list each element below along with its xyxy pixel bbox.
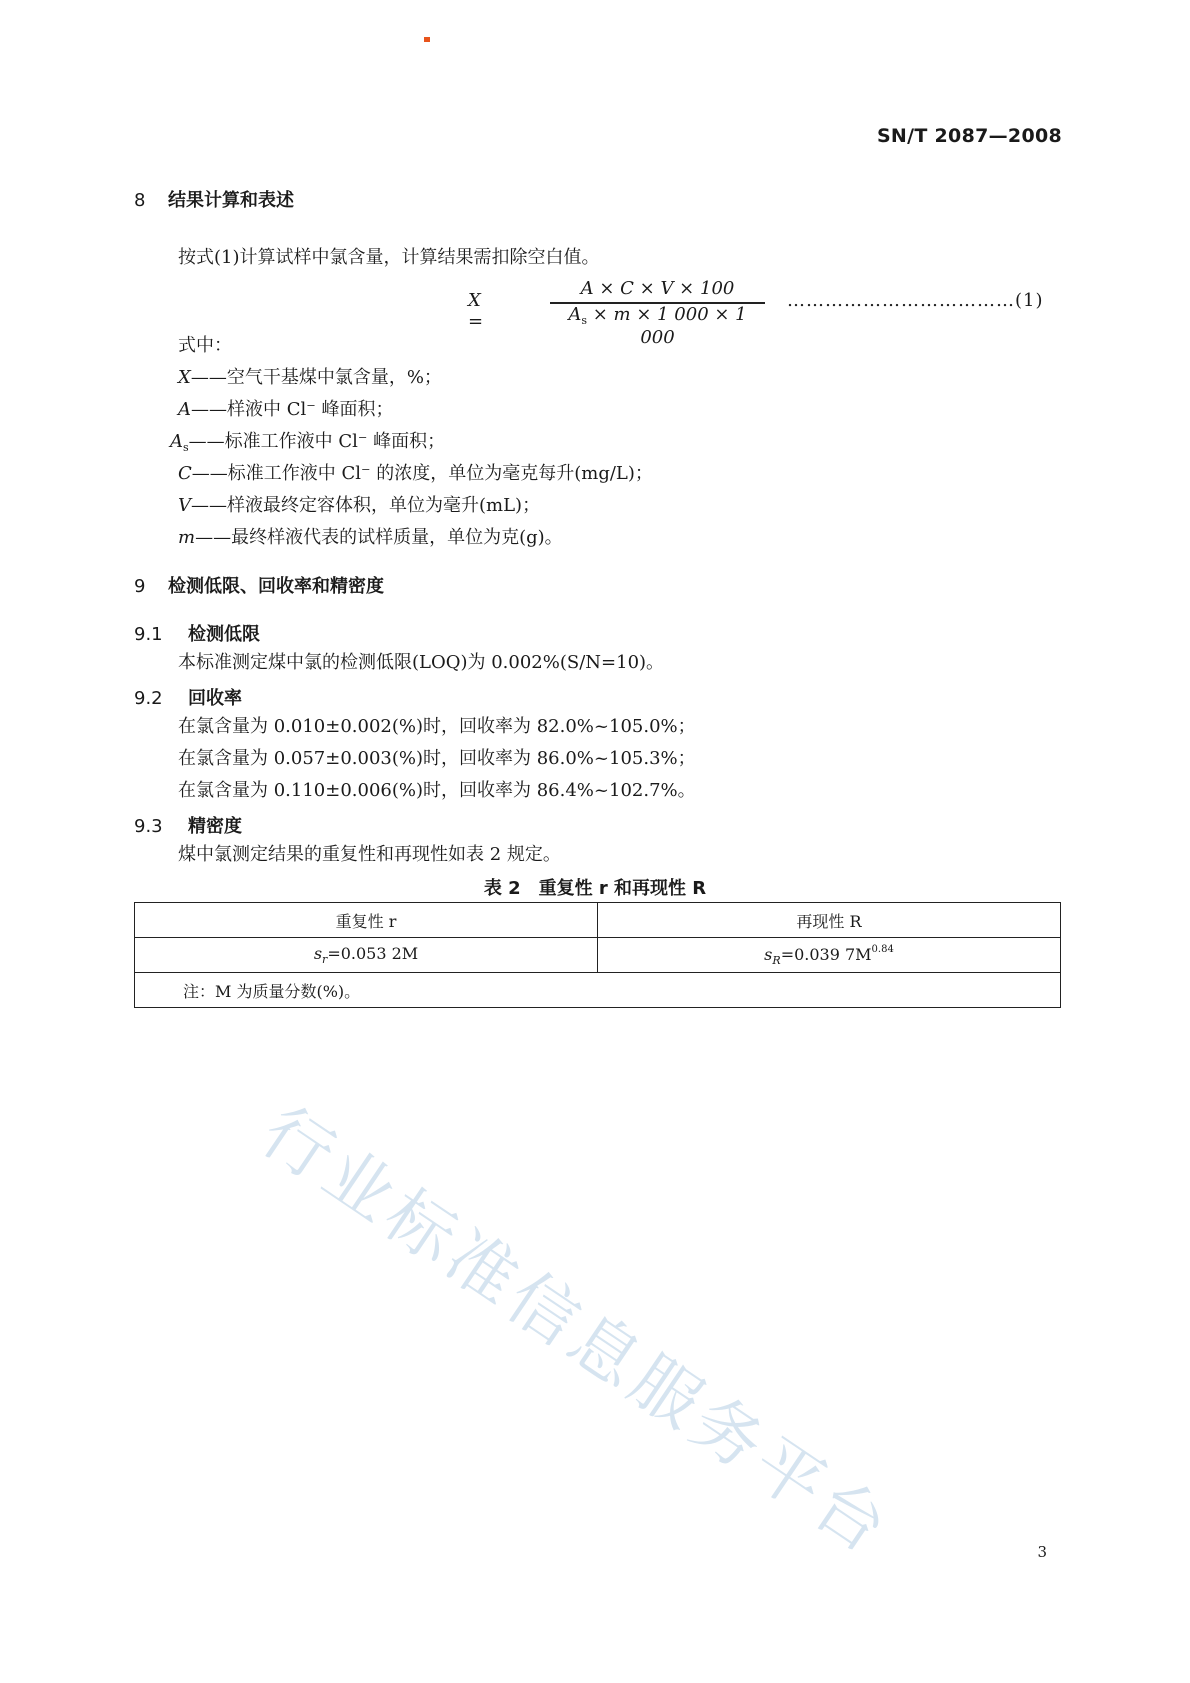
- section-9-heading: [134, 572, 384, 598]
- orange-mark: [424, 37, 430, 42]
- equation-number: ………………………………(1): [787, 290, 1044, 311]
- cell-reproducibility: [598, 938, 1061, 973]
- var-desc: ——标准工作液中 Cl⁻ 的浓度，单位为毫克每升(mg/L)；: [191, 463, 653, 484]
- var-symbol: A: [170, 431, 183, 452]
- section-title: 检测低限: [188, 624, 260, 645]
- var-symbol: X: [178, 367, 191, 388]
- formula-lhs: X =: [468, 290, 484, 332]
- sym-s: s: [764, 944, 773, 964]
- var-a: [178, 398, 393, 422]
- cell-repeatability: [135, 938, 598, 973]
- section-number: 9.1: [134, 624, 163, 645]
- expr: =0.053 2M: [327, 944, 419, 963]
- section-number: 9.3: [134, 816, 163, 837]
- section-number: 8: [134, 190, 146, 211]
- var-desc: ——标准工作液中 Cl⁻ 峰面积；: [188, 431, 446, 452]
- section-title: 回收率: [188, 688, 242, 709]
- var-symbol: A: [178, 399, 191, 420]
- section-9-3-heading: [134, 812, 242, 838]
- sym-s: s: [313, 944, 323, 963]
- section-8-intro: 按式(1)计算试样中氯含量，计算结果需扣除空白值。: [178, 247, 600, 268]
- var-as: [170, 430, 445, 460]
- header-reproducibility: 再现性 R: [598, 903, 1061, 938]
- expr: =0.039 7M: [780, 944, 872, 964]
- exponent: 0.84: [871, 943, 894, 955]
- section-9-2-heading: [134, 684, 242, 710]
- table-note: 注：M 为质量分数(%)。: [135, 973, 1061, 1008]
- standard-number: SN/T 2087—2008: [876, 125, 1062, 147]
- var-m: [178, 526, 563, 550]
- section-9-3-text: 煤中氯测定结果的重复性和再现性如表 2 规定。: [178, 844, 561, 865]
- page-number: 3: [1037, 1543, 1047, 1561]
- recovery-line-2: 在氯含量为 0.057±0.003(%)时，回收率为 86.0%~105.3%；: [178, 748, 696, 769]
- den-rest: × m × 1 000 × 1 000: [587, 304, 747, 348]
- formula-denominator: [550, 304, 765, 348]
- section-9-1-text: 本标准测定煤中氯的检测低限(LOQ)为 0.002%(S/N=10)。: [178, 652, 665, 673]
- section-number: 9.2: [134, 688, 163, 709]
- section-8-heading: [134, 186, 294, 212]
- var-symbol: V: [178, 495, 191, 516]
- recovery-line-3: 在氯含量为 0.110±0.006(%)时，回收率为 86.4%~102.7%。: [178, 780, 696, 801]
- var-symbol: m: [178, 527, 196, 548]
- var-sub: s: [183, 441, 189, 454]
- formula-numerator: A × C × V × 100: [580, 278, 735, 299]
- header-repeatability: 重复性 r: [135, 903, 598, 938]
- sym-sub: r: [322, 953, 328, 966]
- var-desc: ——空气干基煤中氯含量，%；: [190, 367, 442, 388]
- section-9-1-heading: [134, 620, 260, 646]
- watermark: 行业标准信息服务平台: [247, 1092, 906, 1572]
- section-title: 精密度: [188, 816, 242, 837]
- where-label: 式中：: [178, 335, 232, 356]
- den-a-sub: s: [581, 314, 587, 327]
- var-x: [178, 366, 442, 390]
- var-v: [178, 494, 540, 518]
- recovery-line-1: 在氯含量为 0.010±0.002(%)时，回收率为 82.0%~105.0%；: [178, 716, 696, 737]
- table-row: [135, 938, 1061, 973]
- var-desc: ——样液中 Cl⁻ 峰面积；: [191, 399, 394, 420]
- table-note-row: [135, 973, 1061, 1008]
- table-caption: 表 2 重复性 r 和再现性 R: [483, 878, 707, 899]
- section-number: 9: [134, 576, 146, 597]
- den-a: A: [568, 304, 582, 325]
- var-c: [178, 462, 653, 486]
- table-header-row: [135, 903, 1061, 938]
- var-desc: ——最终样液代表的试样质量，单位为克(g)。: [195, 527, 563, 548]
- var-symbol: C: [178, 463, 192, 484]
- var-desc: ——样液最终定容体积，单位为毫升(mL)；: [191, 495, 541, 516]
- section-title: 检测低限、回收率和精密度: [168, 576, 384, 597]
- precision-table: [134, 902, 1061, 1008]
- section-title: 结果计算和表述: [168, 190, 294, 211]
- sym-sub: R: [772, 953, 781, 967]
